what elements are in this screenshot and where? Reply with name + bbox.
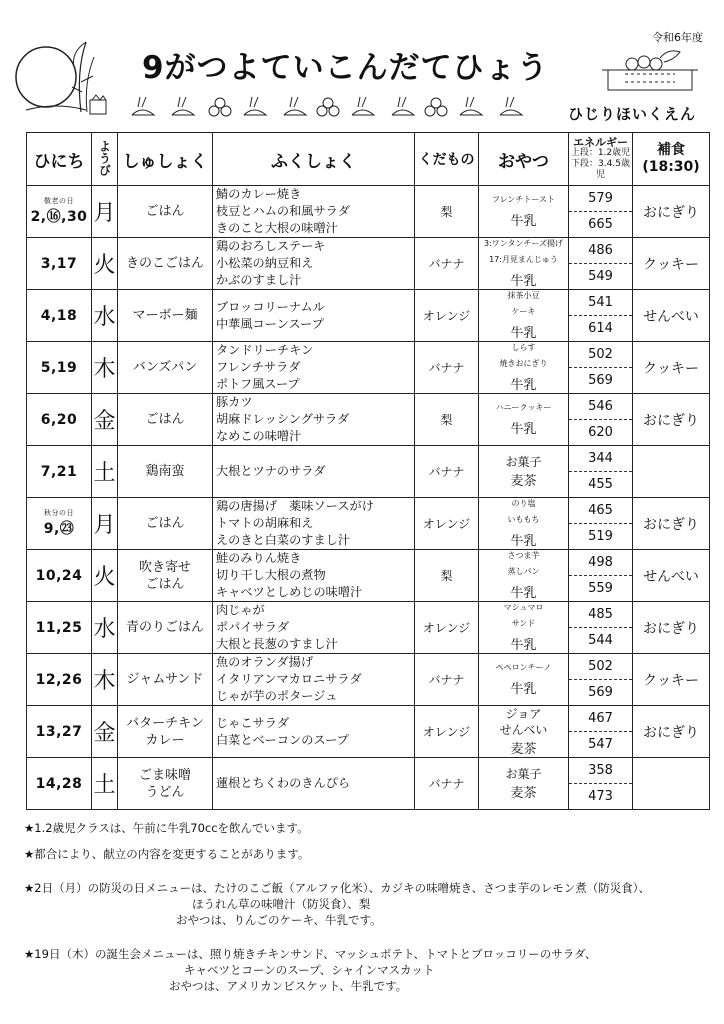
col-weekday-header (92, 133, 118, 186)
oyatsu-cell (479, 758, 569, 810)
fukushoku-item: 中華風コーンスープ (216, 316, 324, 331)
fukushoku-item: 魚のオランダ揚げ (216, 655, 314, 669)
oyatsu-drink: 麦茶 (510, 741, 537, 757)
energy-cell (569, 290, 633, 342)
kudamono-cell: バナナ (415, 446, 479, 498)
fukushoku-item: 鮭のみりん焼き (216, 551, 302, 565)
oyatsu-main: 抹茶小豆 (507, 290, 540, 300)
day-text: 14,28 (35, 775, 83, 792)
header-row (27, 133, 710, 186)
oyatsu-cell (479, 446, 569, 498)
fukushoku-item: 胡麻ドレッシングサラダ (216, 412, 350, 426)
fukushoku-cell (213, 186, 415, 238)
col-shushoku-header: しゅしょく (118, 133, 213, 186)
kudamono-cell: 梨 (415, 186, 479, 238)
note-birthday-2: キャベツとコーンのスープ、シャインマスカット (184, 963, 435, 977)
energy-title: エネルギー (573, 136, 628, 149)
shushoku-cell: バターチキン カレー (118, 706, 213, 758)
energy-top: 579 (569, 186, 632, 212)
hoshoku-cell: せんべい (633, 290, 710, 342)
energy-bottom: 549 (588, 269, 613, 284)
day-cell (27, 394, 92, 446)
fukushoku-item: イタリアンマカロニサラダ (216, 672, 362, 686)
shushoku-cell: バンズパン (118, 342, 213, 394)
shushoku-cell: きのこごはん (118, 238, 213, 290)
day-text: 2,⑯,30 (30, 209, 88, 225)
oyatsu-sub: せんべい (499, 722, 548, 737)
energy-top: 498 (569, 550, 632, 576)
menu-row (27, 706, 710, 758)
oyatsu-drink: 牛乳 (510, 377, 537, 393)
day-cell (27, 290, 92, 342)
hoshoku-cell: おにぎり (633, 602, 710, 654)
fukushoku-item: タンドリーチキン (216, 343, 314, 357)
fukushoku-cell (213, 342, 415, 394)
menu-row (27, 602, 710, 654)
menu-row (27, 238, 710, 290)
energy-cell (569, 342, 633, 394)
hoshoku-cell: おにぎり (633, 394, 710, 446)
kudamono-cell: 梨 (415, 394, 479, 446)
col-oyatsu-header: おやつ (479, 133, 569, 186)
oyatsu-cell (479, 498, 569, 550)
oyatsu-main: マシュマロ (503, 602, 544, 612)
energy-top: 358 (569, 758, 632, 784)
energy-cell (569, 706, 633, 758)
oyatsu-drink: 牛乳 (510, 533, 537, 549)
fukushoku-item: えのきと白菜のすまし汁 (216, 533, 351, 547)
oyatsu-main: のり塩 (511, 498, 536, 508)
energy-bottom: 547 (588, 737, 613, 752)
note-bousai-3: おやつは、りんごのケーキ、牛乳です。 (176, 913, 382, 927)
note-bousai-2: ほうれん草の味噌汁（防災食）、梨 (192, 897, 371, 911)
energy-cell (569, 498, 633, 550)
hoshoku-cell: せんべい (633, 550, 710, 602)
col-kudamono-header: くだもの (415, 133, 479, 186)
kudamono-cell: 梨 (415, 550, 479, 602)
oyatsu-drink: 牛乳 (510, 585, 537, 601)
era-label: 令和6年度 (652, 31, 703, 44)
hoshoku-cell: おにぎり (633, 706, 710, 758)
kudamono-cell: オレンジ (415, 498, 479, 550)
weekday-cell: 木 (92, 654, 118, 706)
fukushoku-item: きのこと大根の味噌汁 (216, 221, 338, 235)
energy-cell (569, 602, 633, 654)
page-title: 9がつよていこんだてひょう (142, 50, 549, 86)
oyatsu-sub: 蒸しパン (507, 566, 540, 576)
day-text: 3,17 (40, 255, 78, 272)
fukushoku-cell (213, 758, 415, 810)
energy-cell (569, 446, 633, 498)
note-milk: ★1.2歳児クラスは、午前に牛乳70ccを飲んでいます。 (24, 821, 309, 835)
energy-bottom: 473 (588, 789, 613, 804)
oyatsu-sub: ケーキ (511, 306, 536, 316)
oyatsu-cell (479, 550, 569, 602)
hoshoku-cell: クッキー (633, 654, 710, 706)
fukushoku-cell (213, 550, 415, 602)
energy-top: 344 (569, 446, 632, 472)
day-cell (27, 758, 92, 810)
oyatsu-drink: 麦茶 (510, 473, 537, 489)
fukushoku-item: じゃが芋のポタージュ (216, 689, 338, 703)
energy-top-legend: 上段：1.2歳児 (570, 148, 631, 158)
oyatsu-cell (479, 706, 569, 758)
weekday-cell: 水 (92, 602, 118, 654)
fukushoku-cell (213, 394, 415, 446)
weekday-cell: 月 (92, 186, 118, 238)
day-text: 7,21 (40, 463, 78, 480)
menu-row (27, 758, 710, 810)
menu-row (27, 342, 710, 394)
note-birthday-1: ★19日（木）の誕生会メニューは、照り焼きチキンサンド、マッシュポテト、トマトとブロッコリーのサラダ、 (24, 947, 597, 961)
day-cell (27, 602, 92, 654)
day-text: 11,25 (35, 619, 83, 636)
hoshoku-cell (633, 446, 710, 498)
oyatsu-main: フレンチトースト (491, 194, 556, 204)
fukushoku-item: なめこの味噌汁 (216, 429, 302, 443)
shushoku-cell: マーボー麺 (118, 290, 213, 342)
energy-cell (569, 550, 633, 602)
shushoku-cell: ジャムサンド (118, 654, 213, 706)
energy-bottom: 569 (588, 373, 613, 388)
oyatsu-sub: いももち (507, 514, 540, 524)
energy-bottom: 620 (588, 425, 613, 440)
oyatsu-cell (479, 186, 569, 238)
energy-bot-legend: 下段：3.4.5歳児 (571, 159, 630, 180)
kudamono-cell: オレンジ (415, 290, 479, 342)
hoshoku-cell: おにぎり (633, 186, 710, 238)
energy-cell (569, 238, 633, 290)
energy-cell (569, 186, 633, 238)
notes-section (24, 820, 714, 994)
fukushoku-cell (213, 290, 415, 342)
fukushoku-item: 蓮根とちくわのきんぴら (216, 776, 351, 790)
hoshoku-cell: クッキー (633, 342, 710, 394)
energy-top: 467 (569, 706, 632, 732)
day-cell (27, 550, 92, 602)
day-text: 10,24 (35, 567, 83, 584)
menu-row (27, 290, 710, 342)
oyatsu-main: 3:ワンタンチーズ揚げ (483, 238, 564, 248)
fukushoku-item: かぶのすまし汁 (216, 273, 302, 287)
oyatsu-main: お菓子 (505, 454, 542, 469)
fukushoku-item: 切り干し大根の煮物 (216, 568, 326, 582)
weekday-cell: 水 (92, 290, 118, 342)
fukushoku-item: ポパイサラダ (216, 620, 290, 634)
oyatsu-drink: 牛乳 (510, 325, 537, 341)
menu-table (26, 132, 710, 810)
oyatsu-sub: サンド (511, 618, 536, 628)
menu-row (27, 498, 710, 550)
day-text: 4,18 (40, 307, 78, 324)
oyatsu-cell (479, 238, 569, 290)
fukushoku-item: 白菜とベーコンのスープ (216, 732, 349, 747)
day-text: 5,19 (40, 359, 78, 376)
weekday-cell: 火 (92, 238, 118, 290)
oyatsu-drink: 牛乳 (510, 421, 537, 437)
fukushoku-cell (213, 602, 415, 654)
energy-bottom: 455 (588, 477, 613, 492)
note-change: ★都合により、献立の内容を変更することがあります。 (24, 847, 310, 861)
fukushoku-item: 鶏のおろしステーキ (216, 239, 326, 253)
shushoku-cell: 吹き寄せ ごはん (118, 550, 213, 602)
fukushoku-item: 肉じゃが (216, 603, 265, 617)
fukushoku-item: 枝豆とハムの和風サラダ (216, 204, 350, 218)
energy-cell (569, 394, 633, 446)
fukushoku-item: ブロッコリーナムル (216, 299, 325, 314)
oyatsu-main: さつま芋 (507, 550, 540, 560)
holiday-note: 敬老の日 (44, 197, 74, 205)
hoshoku-time: (18:30) (642, 159, 700, 175)
oyatsu-cell (479, 654, 569, 706)
oyatsu-cell (479, 602, 569, 654)
fukushoku-cell (213, 706, 415, 758)
energy-bottom: 614 (588, 321, 613, 336)
hoshoku-cell: おにぎり (633, 498, 710, 550)
day-cell (27, 186, 92, 238)
energy-cell (569, 758, 633, 810)
note-birthday-3: おやつは、アメリカンビスケット、牛乳です。 (169, 979, 408, 993)
fukushoku-item: 豚カツ (216, 395, 253, 409)
oyatsu-main: お菓子 (505, 766, 542, 781)
day-cell (27, 342, 92, 394)
kudamono-cell: オレンジ (415, 706, 479, 758)
note-bousai-1: ★2日（月）の防災の日メニューは、たけのこご飯（アルファ化米）、カジキの味噌焼き、さつま芋のレモン煮（防災食）、 (24, 881, 650, 895)
oyatsu-drink: 牛乳 (510, 213, 537, 229)
oyatsu-cell (479, 342, 569, 394)
oyatsu-main: ジョア (505, 706, 542, 721)
col-energy-header (569, 133, 633, 186)
fukushoku-item: 小松菜の納豆和え (216, 256, 314, 270)
kudamono-cell: オレンジ (415, 602, 479, 654)
hoshoku-title: 補食 (657, 142, 685, 158)
day-text: 6,20 (40, 411, 78, 428)
energy-bottom: 519 (588, 529, 613, 544)
fukushoku-item: 鯖のカレー焼き (216, 187, 302, 201)
day-text: 12,26 (35, 671, 83, 688)
oyatsu-main: しらす (511, 342, 536, 352)
holiday-note: 秋分の日 (44, 509, 74, 517)
school-name: ひじりほいくえん (568, 105, 697, 123)
menu-row (27, 394, 710, 446)
energy-bottom: 559 (588, 581, 613, 596)
day-cell (27, 238, 92, 290)
fukushoku-cell (213, 238, 415, 290)
energy-top: 486 (569, 238, 632, 264)
energy-top: 541 (569, 290, 632, 316)
hoshoku-cell (633, 758, 710, 810)
oyatsu-sub: 焼きおにぎり (499, 358, 548, 368)
col-hoshoku-header (633, 133, 710, 186)
menu-body (27, 186, 710, 810)
shushoku-cell: ごま味噌 うどん (118, 758, 213, 810)
shushoku-cell: ごはん (118, 186, 213, 238)
shushoku-cell: ごはん (118, 498, 213, 550)
shushoku-cell: ごはん (118, 394, 213, 446)
col-fukushoku-header: ふくしょく (213, 133, 415, 186)
oyatsu-sub: 17:月見まんじゅう (489, 254, 558, 264)
weekday-cell: 月 (92, 498, 118, 550)
energy-top: 465 (569, 498, 632, 524)
fukushoku-cell (213, 498, 415, 550)
fukushoku-item: ポトフ風スープ (216, 377, 300, 391)
day-cell (27, 498, 92, 550)
fukushoku-item: トマトの胡麻和え (216, 516, 314, 530)
col-weekday-text: ようび (97, 140, 112, 176)
weekday-cell: 土 (92, 446, 118, 498)
oyatsu-main: ハニークッキー (495, 402, 552, 412)
kudamono-cell: バナナ (415, 342, 479, 394)
day-cell (27, 654, 92, 706)
menu-row (27, 446, 710, 498)
moon-pampas-illustration (6, 22, 116, 122)
menu-row (27, 186, 710, 238)
oyatsu-cell (479, 394, 569, 446)
oyatsu-drink: 牛乳 (510, 681, 537, 697)
fukushoku-cell (213, 654, 415, 706)
fukushoku-item: フレンチサラダ (216, 360, 301, 374)
hoshoku-cell: クッキー (633, 238, 710, 290)
fukushoku-item: キャベツとしめじの味噌汁 (216, 585, 363, 599)
oyatsu-main: ペペロンチーノ (495, 662, 552, 672)
kudamono-cell: バナナ (415, 654, 479, 706)
kudamono-cell: バナナ (415, 758, 479, 810)
energy-bottom: 665 (588, 217, 613, 232)
day-text: 13,27 (35, 723, 83, 740)
weekday-cell: 火 (92, 550, 118, 602)
fukushoku-cell (213, 446, 415, 498)
kudamono-cell: バナナ (415, 238, 479, 290)
shushoku-cell: 鶏南蛮 (118, 446, 213, 498)
weekday-cell: 木 (92, 342, 118, 394)
day-cell (27, 446, 92, 498)
energy-top: 485 (569, 602, 632, 628)
energy-top: 546 (569, 394, 632, 420)
energy-top: 502 (569, 654, 632, 680)
fukushoku-item: 大根と長葱のすまし汁 (216, 637, 338, 651)
fukushoku-item: 大根とツナのサラダ (216, 464, 326, 478)
oyatsu-drink: 牛乳 (510, 637, 537, 653)
shushoku-cell: 青のりごはん (118, 602, 213, 654)
day-text: 9,㉓ (43, 521, 75, 537)
weekday-cell: 土 (92, 758, 118, 810)
energy-cell (569, 654, 633, 706)
energy-top: 502 (569, 342, 632, 368)
oyatsu-drink: 麦茶 (510, 785, 537, 801)
energy-bottom: 544 (588, 633, 613, 648)
dango-offering-illustration (600, 48, 705, 98)
energy-bottom: 569 (588, 685, 613, 700)
day-cell (27, 706, 92, 758)
oyatsu-drink: 牛乳 (510, 273, 537, 289)
oyatsu-cell (479, 290, 569, 342)
fukushoku-item: 鶏の唐揚げ 薬味ソースがけ (216, 499, 374, 513)
fukushoku-item: じゃこサラダ (216, 715, 290, 730)
weekday-cell: 金 (92, 706, 118, 758)
weekday-cell: 金 (92, 394, 118, 446)
menu-row (27, 550, 710, 602)
rabbit-dango-border (124, 91, 544, 125)
col-day-header: ひにち (27, 133, 92, 186)
menu-row (27, 654, 710, 706)
